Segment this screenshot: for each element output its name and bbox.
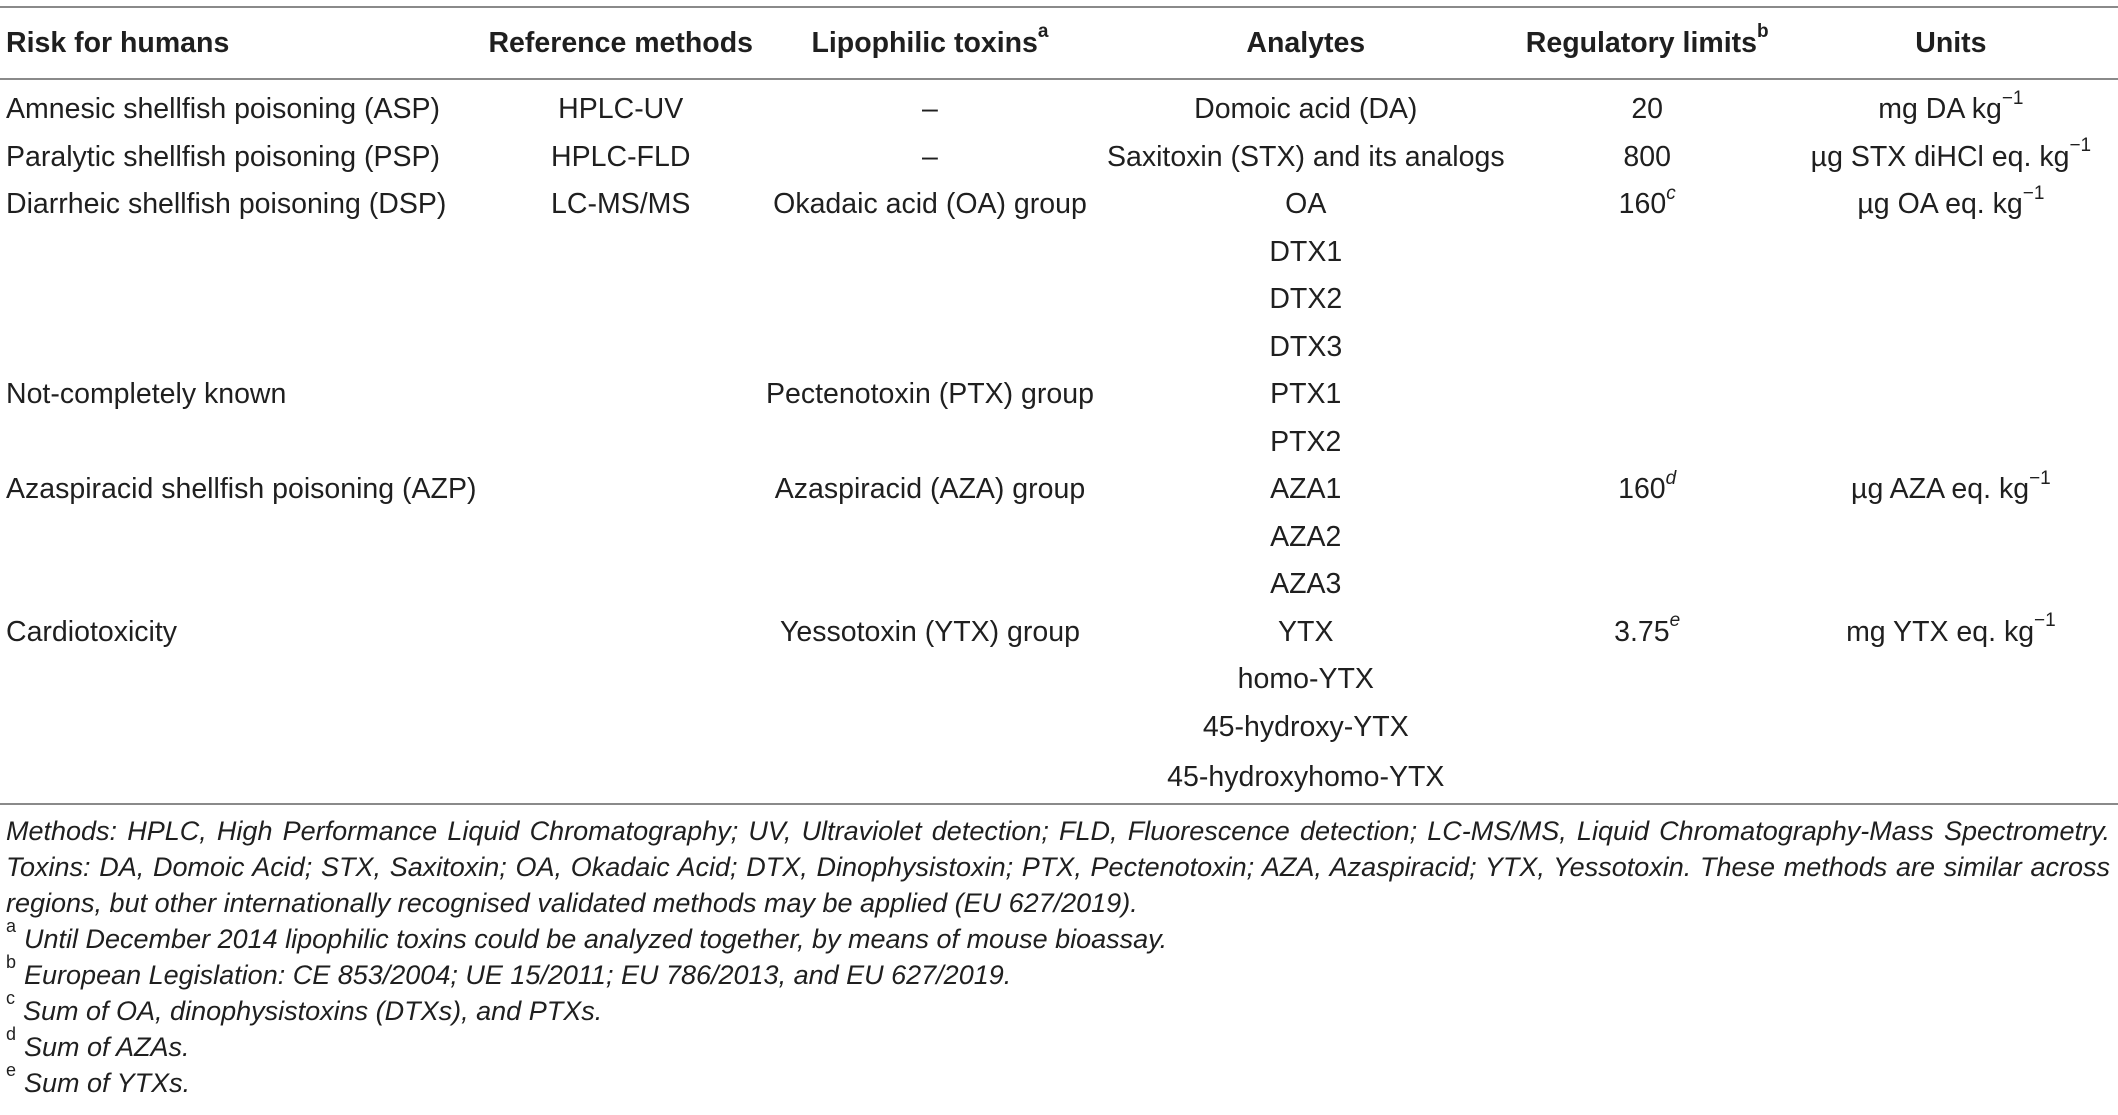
table-row xyxy=(0,371,2118,419)
cell-analyte: PTX1 xyxy=(1270,378,1342,411)
cell-unit: µg OA eq. $kg^{-1}$ xyxy=(1857,182,2045,221)
table-row xyxy=(0,704,2118,752)
cell-toxin: – xyxy=(922,140,938,173)
table-row xyxy=(0,514,2118,562)
cell-analyte: DTX3 xyxy=(1269,330,1343,363)
cell-risk: Cardiotoxicity xyxy=(6,615,178,648)
header-lipophilic-toxins: Lipophilic toxins$^a$ xyxy=(759,7,1101,79)
table-row xyxy=(0,561,2118,609)
table-row xyxy=(0,276,2118,324)
table-row xyxy=(0,324,2118,372)
footnote-e: $^e$ Sum of YTXs. xyxy=(6,1060,191,1098)
footnote-d: $^d$ Sum of AZAs. xyxy=(6,1024,190,1062)
cell-toxin: Okadaic acid (OA) group xyxy=(773,188,1087,221)
cell-analyte: PTX2 xyxy=(1270,425,1342,458)
cell-limit: 800 xyxy=(1623,140,1671,173)
footnote-b: $^b$ European Legislation: CE 853/2004; UE 15/2011; EU 786/2013, and EU 627/2019. xyxy=(6,952,1012,990)
cell-unit: µg STX diHCl eq. $kg^{-1}$ xyxy=(1810,135,2092,173)
cell-analyte: AZA2 xyxy=(1270,520,1342,553)
cell-toxin: Yessotoxin (YTX) group xyxy=(780,615,1080,648)
footnote-c: $^c$ Sum of OA, dinophysistoxins (DTXs), and PTXs. xyxy=(6,988,603,1026)
table-row xyxy=(0,609,2118,657)
cell-limit: 160$^d$ xyxy=(1618,467,1677,506)
header-analytes: Analytes xyxy=(1101,7,1511,79)
table-row xyxy=(0,466,2118,514)
cell-risk: Azaspiracid shellfish poisoning (AZP) xyxy=(6,473,477,506)
header-reference-methods: Reference methods xyxy=(482,7,759,79)
cell-method: LC-MS/MS xyxy=(551,188,691,221)
cell-unit: mg DA $kg^{-1}$ xyxy=(1878,87,2024,126)
table-row xyxy=(0,419,2118,467)
cell-analyte: DTX1 xyxy=(1269,235,1343,268)
cell-analyte: OA xyxy=(1285,188,1327,221)
footnote-a: $^a$ Until December 2014 lipophilic toxins could be analyzed together, by means of mouse bioassay. xyxy=(6,916,1168,954)
cell-analyte: Saxitoxin (STX) and its analogs xyxy=(1106,140,1505,173)
cell-unit: mg YTX eq. $kg^{-1}$ xyxy=(1846,610,2056,648)
cell-method: HPLC-FLD xyxy=(551,140,691,173)
cell-analyte: AZA3 xyxy=(1270,568,1342,601)
header-units: Units xyxy=(1784,7,2118,79)
cell-risk: Paralytic shellfish poisoning (PSP) xyxy=(6,140,441,173)
table-row xyxy=(0,79,2118,134)
header-risk: Risk for humans xyxy=(0,7,482,79)
table-row xyxy=(0,134,2118,182)
cell-analyte: Domoic acid (DA) xyxy=(1194,93,1418,126)
cell-risk: Not-completely known xyxy=(6,378,287,411)
cell-limit: 20 xyxy=(1631,93,1664,126)
header-regulatory-limits: Regulatory limits$^b$ xyxy=(1511,7,1784,79)
cell-limit: 3.75e xyxy=(1614,610,1681,648)
toxin-regulatory-table xyxy=(0,6,2118,805)
cell-risk: Diarrheic shellfish poisoning (DSP) xyxy=(6,188,447,221)
header-row xyxy=(0,7,2118,79)
cell-toxin: – xyxy=(922,93,938,126)
cell-analyte: YTX xyxy=(1278,615,1334,648)
table-row xyxy=(0,181,2118,229)
cell-analyte: homo-YTX xyxy=(1237,663,1374,696)
table-row xyxy=(0,656,2118,704)
cell-method: HPLC-UV xyxy=(558,93,684,126)
cell-analyte: 45-hydroxy-YTX xyxy=(1202,710,1409,743)
cell-analyte: DTX2 xyxy=(1269,283,1343,316)
table-row xyxy=(0,229,2118,277)
cell-toxin: Pectenotoxin (PTX) group xyxy=(766,378,1094,411)
cell-limit: 160$^c$ xyxy=(1618,182,1676,221)
footnote-methods: Methods: HPLC, High Performance Liquid Chromatography; UV, Ultraviolet detection; FLD, Fluorescence detection; LC-MS/MS, Liquid Chromatography-Mass Spectrometry. Toxins: DA, Domoic Acid; STX, Saxitoxin; OA, Okadaic Acid; DTX, Dinophysistoxin; PTX, Pectenotoxin; AZA, Azaspiracid; YTX, Yessotoxin. These methods are similar across regions, but other internationally recognised validated methods may be applied (EU 627/2019). xyxy=(6,816,2110,918)
table-row xyxy=(0,751,2118,804)
cell-analyte: 45-hydroxyhomo-YTX xyxy=(1101,751,1511,804)
cell-risk: Amnesic shellfish poisoning (ASP) xyxy=(6,93,441,126)
cell-toxin: Azaspiracid (AZA) group xyxy=(774,473,1086,506)
cell-unit: µg AZA eq. $kg^{-1}$ xyxy=(1851,467,2051,506)
table-footnotes xyxy=(6,813,2110,1101)
cell-analyte: AZA1 xyxy=(1270,473,1342,506)
